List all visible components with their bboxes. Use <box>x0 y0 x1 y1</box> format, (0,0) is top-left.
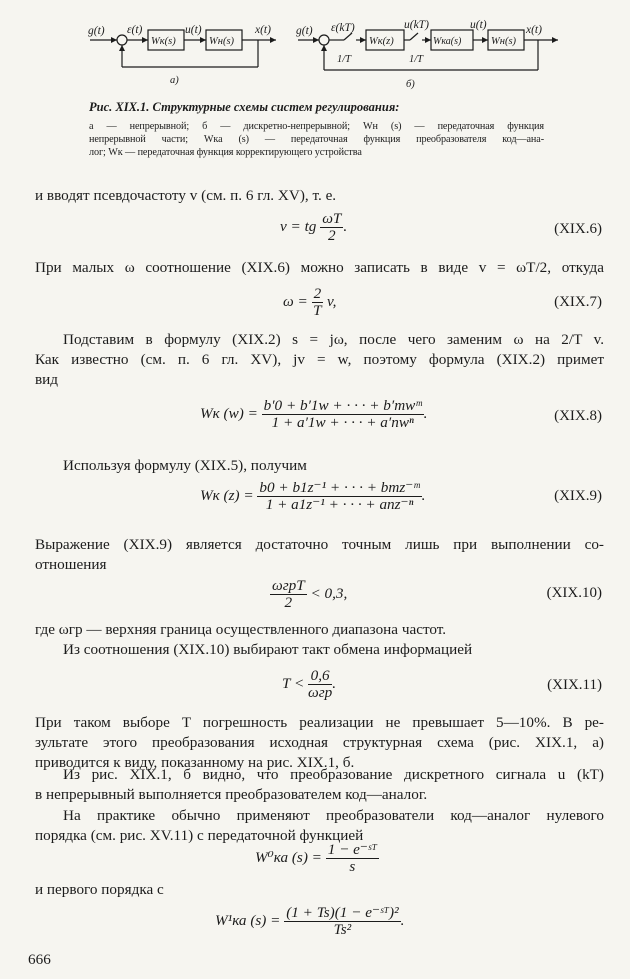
diag-a-output-label: x(t) <box>255 24 271 36</box>
equation-number: (XIX.8) <box>554 408 602 424</box>
equation-number: (XIX.7) <box>554 294 602 310</box>
equation-xix-9: Wк (z) = $\frac{\text{b0 + b1z⁻¹ + · · · + bmz⁻ᵐ}}{\text{1 + a1z⁻¹ + · · · + anz⁻ⁿ}}$ . <box>200 479 426 513</box>
diag-b-block2: Wка(s) <box>433 36 462 47</box>
paragraph: Из соотношения (XIX.10) выбирают такт обмена информацией <box>63 641 473 658</box>
paragraph: и первого порядка с <box>35 881 164 898</box>
diag-a-block1: Wк(s) <box>151 36 176 47</box>
paragraph: где ωгр — верхняя граница осуществленного диапазона частот. <box>35 621 447 638</box>
paragraph: Из рис. XIX.1, б видно, что преобразование дискретного сигнала u (kT) в непрерывный выполняется преобразователем код—аналог. <box>35 766 604 803</box>
caption-line: непрерывной части; Wка (s) — передаточная функция преобразователя код—ана- <box>89 134 544 145</box>
paragraph: При малых ω соотношение (XIX.6) можно записать в виде v = ωT/2, откуда <box>35 259 604 276</box>
page-number: 666 <box>28 951 51 968</box>
caption-line: а — непрерывной; б — дискретно-непрерывной; Wн (s) — передаточная функция <box>89 121 544 132</box>
diag-a-label: а) <box>170 75 179 86</box>
paragraph: и вводят псевдочастоту v (см. п. 6 гл. XV), т. е. <box>35 187 337 204</box>
diag-a-error-label: ε(t) <box>127 24 143 36</box>
equation-xix-7: ω = $\frac{2}{T}$ v, <box>283 285 337 319</box>
figure-caption-title: Рис. XIX.1. Структурные схемы систем регулирования: <box>89 100 400 114</box>
equation-xix-10: $\frac{\text{ωгрT}}{2}$ < 0,3, <box>272 577 348 611</box>
diag-b-signal-label: u(kT) <box>404 19 429 31</box>
figure-caption-body <box>89 120 544 159</box>
diagram-a <box>90 30 276 67</box>
caption-line: лог; Wк — передаточная функция корректирующего устройства <box>89 147 362 158</box>
diag-b-error-label: ε(kT) <box>331 22 355 34</box>
paragraph: Выражение (XIX.9) является достаточно точным лишь при выполнении со- отношения <box>35 536 604 573</box>
equation-number: (XIX.9) <box>554 488 602 504</box>
diag-a-block2: Wн(s) <box>209 36 235 47</box>
diag-a-signal-label: u(t) <box>185 24 202 36</box>
equation-number: (XIX.11) <box>547 677 602 693</box>
equation-number: (XIX.10) <box>546 585 602 601</box>
paragraph: Используя формулу (XIX.5), получим <box>63 457 307 474</box>
diag-a-input-label: g(t) <box>88 25 105 37</box>
diag-b-label: б) <box>406 79 415 90</box>
diag-b-block1: Wк(z) <box>369 36 394 47</box>
equation-xix-11: T < $\frac{0,6}{\text{ωгр}}$ . <box>282 667 337 701</box>
paragraph: Подставим в формулу (XIX.2) s = jω, после чего заменим ω на 2/T v. Как известно (см. п. 6 гл. XV), jv = w, поэтому формула (XIX.2) примет вид <box>35 331 604 388</box>
equation-xix-8: Wк (w) = $\frac{\text{b′0 + b′1w + · · · + b′mwᵐ}}{\text{1 + a′1w + · · · + a′nwⁿ}}$ . <box>200 397 428 431</box>
diag-b-signal2-label: u(t) <box>470 19 487 31</box>
diag-b-block3: Wн(s) <box>491 36 517 47</box>
equation-wka-zero-order: W⁰ка (s) = $\frac{\text{1 − e⁻ˢᵀ}}{s}$ <box>255 841 377 875</box>
paragraph: При таком выборе T погрешность реализации не превышает 5—10%. В ре- зультате этого преобразования исходная структурная схема (рис. XIX.1, а) приводится к виду, показанному на рис. XIX.1, б. <box>35 714 604 771</box>
diag-b-sampler1: 1/T <box>337 54 352 65</box>
block-diagrams <box>0 0 630 95</box>
equation-number: (XIX.6) <box>554 221 602 237</box>
diag-b-sampler2: 1/T <box>409 54 424 65</box>
equation-xix-6: v = tg $\frac{\omega T}{2}$ . <box>280 210 348 244</box>
paragraph: На практике обычно применяют преобразователи код—аналог нулевого порядка (см. рис. XV.11) с передаточной функцией <box>35 807 604 844</box>
diag-b-input-label: g(t) <box>296 25 313 37</box>
diag-b-output-label: x(t) <box>526 24 542 36</box>
equation-wka-first-order: W¹ка (s) = $\frac{\text{(1 + Ts)(1 − e⁻ˢᵀ)²}}{\text{Ts²}}$ . <box>215 904 405 938</box>
